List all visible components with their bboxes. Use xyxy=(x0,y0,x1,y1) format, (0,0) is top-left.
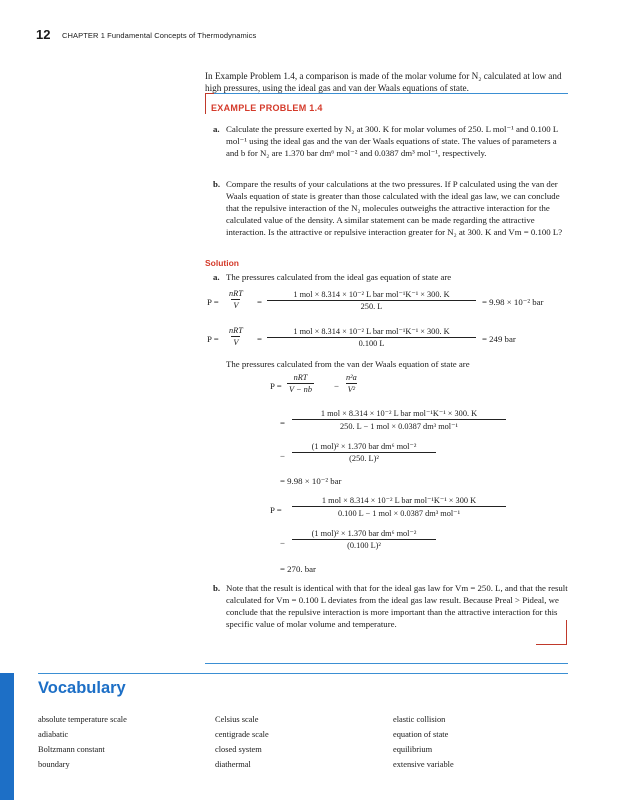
vdw-minus: − xyxy=(334,381,339,391)
vocab-term: elastic collision xyxy=(393,715,446,724)
vdw-lhs: P = xyxy=(270,381,282,391)
vdw-term2 xyxy=(344,373,359,394)
vdw-sub1-term2-den: (250. L)² xyxy=(292,452,436,463)
intro-paragraph: In Example Problem 1.4, a comparison is made of the molar volume for N₂ calculated at low and high pressures, using the ideal gas and van der Waals equations of state. xyxy=(205,71,562,93)
vdw-term1-den: V − nb xyxy=(289,385,312,394)
part-b-text: Compare the results of your calculations at the two pressures. If P calculated using the van der Waals equation of state is greater than those calculated with the ideal gas law, we can conclude that the repulsive interaction of the N₂ molecules outweighs the attractive interaction for the calculated value of the density. A similar statement can be made regarding the attractive interaction. Is the attractive or repulsive interaction greater for N₂ at 300. K and Vm = 0.100 L? xyxy=(226,179,563,237)
vdw-sub1-minus: − xyxy=(280,451,285,461)
eq2-fraction-general xyxy=(227,326,245,347)
solution-b-label: b. xyxy=(213,583,221,593)
solution-a-label: a. xyxy=(213,272,220,282)
vocab-term: Celsius scale xyxy=(215,715,259,724)
eq1-fraction-numeric xyxy=(267,289,476,311)
eq1-lhs: P = xyxy=(207,297,219,307)
vdw-sub1-term1 xyxy=(292,408,506,431)
vdw-result-1: = 9.98 × 10⁻² bar xyxy=(280,476,342,486)
eq1-result: = 9.98 × 10⁻² bar xyxy=(482,297,544,307)
eq1-general-den: V xyxy=(233,301,239,310)
vocabulary-rule xyxy=(38,673,568,674)
vdw2-lhs: P = xyxy=(270,505,282,515)
vdw-sub2-term1 xyxy=(292,495,506,518)
vdw-sub2-term2-num: (1 mol)² × 1.370 bar dm⁶ mol⁻² xyxy=(311,529,417,538)
example-top-rule xyxy=(205,93,568,94)
vdw-equals: = xyxy=(280,418,285,428)
vdw-sub2-term2-den: (0.100 L)² xyxy=(292,539,436,550)
eq2-numeric-den: 0.100 L xyxy=(267,337,476,348)
solution-a-intro: The pressures calculated from the ideal gas equation of state are xyxy=(226,272,452,282)
part-a-text: Calculate the pressure exerted by N₂ at 300. K for molar volumes of 250. L mol⁻¹ and 0.100 L mol⁻¹ using the ideal gas and the van der Waals equations of state. The values of parameters a and b for N₂ are 1.370 bar dm⁶ mol⁻² and 0.0387 dm³ mol⁻¹, respectively. xyxy=(226,124,558,158)
eq2-fraction-numeric xyxy=(267,326,476,348)
eq1-general-num: nRT xyxy=(229,289,243,298)
vocab-term: centigrade scale xyxy=(215,730,269,739)
eq2-general-den: V xyxy=(233,338,239,347)
vocab-term: equilibrium xyxy=(393,745,433,754)
part-b-label: b. xyxy=(213,179,221,189)
vdw-term2-den: V² xyxy=(347,385,356,394)
vocabulary-column-1 xyxy=(38,712,127,772)
eq1-numeric-num: 1 mol × 8.314 × 10⁻² L bar mol⁻¹K⁻¹ × 300. K xyxy=(293,290,450,299)
vdw-sub2-term1-num: 1 mol × 8.314 × 10⁻² L bar mol⁻¹K⁻¹ × 300 K xyxy=(321,496,477,505)
vdw-sub1-term1-num: 1 mol × 8.314 × 10⁻² L bar mol⁻¹K⁻¹ × 300. K xyxy=(320,409,478,418)
solution-b-text: Note that the result is identical with that for the ideal gas law for Vm = 250. L, and that the result calculated for Vm = 0.100 L deviates from the ideal gas law result. Because Preal > Pideal, we conclude that the repulsive interaction is more important than the attractive interaction for this specific value of molar volume and temperature. xyxy=(226,583,568,629)
solution-title: Solution xyxy=(205,258,239,268)
vdw-sub2-term2 xyxy=(292,528,436,550)
vocab-term: extensive variable xyxy=(393,760,454,769)
eq1-numeric-den: 250. L xyxy=(267,300,476,311)
vdw-sub1-term1-den: 250. L − 1 mol × 0.0387 dm³ mol⁻¹ xyxy=(292,419,506,431)
vdw-sub2-term1-den: 0.100 L − 1 mol × 0.0387 dm³ mol⁻¹ xyxy=(292,506,506,518)
vdw-sub1-term2-num: (1 mol)² × 1.370 bar dm⁶ mol⁻² xyxy=(311,442,417,451)
vocab-term: adiabatic xyxy=(38,730,69,739)
chapter-header: CHAPTER 1 Fundamental Concepts of Thermodynamics xyxy=(62,31,257,40)
eq2-general-num: nRT xyxy=(229,326,243,335)
vdw-intro: The pressures calculated from the van der Waals equation of state are xyxy=(226,359,470,369)
vdw-term1 xyxy=(287,373,314,394)
vocabulary-side-bar xyxy=(0,673,14,800)
vocab-term: closed system xyxy=(215,745,262,754)
vdw-term2-num: n²a xyxy=(346,373,357,382)
vocab-term: Boltzmann constant xyxy=(38,745,105,754)
vdw-sub1-term2 xyxy=(292,441,436,463)
example-end-bracket xyxy=(536,620,567,645)
example-title: EXAMPLE PROBLEM 1.4 xyxy=(211,103,323,113)
vocab-term: boundary xyxy=(38,760,70,769)
vdw-sub2-minus: − xyxy=(280,538,285,548)
vdw-result-2: = 270. bar xyxy=(280,564,316,574)
eq1-fraction-general xyxy=(227,289,245,310)
eq2-equals: = xyxy=(257,334,262,344)
example-bottom-rule xyxy=(205,663,568,664)
vdw-term1-num: nRT xyxy=(293,373,308,382)
vocab-term: absolute temperature scale xyxy=(38,715,127,724)
problem-part-a xyxy=(213,123,569,159)
eq2-lhs: P = xyxy=(207,334,219,344)
problem-part-b xyxy=(213,178,569,238)
vocabulary-column-3 xyxy=(393,712,454,772)
vocab-term: equation of state xyxy=(393,730,449,739)
vocab-term: diathermal xyxy=(215,760,251,769)
page-number: 12 xyxy=(36,27,51,42)
eq2-result: = 249 bar xyxy=(482,334,516,344)
solution-part-b xyxy=(213,582,569,630)
vocabulary-title: Vocabulary xyxy=(38,679,126,697)
eq1-equals: = xyxy=(257,297,262,307)
vocabulary-column-2 xyxy=(215,712,269,772)
eq2-numeric-num: 1 mol × 8.314 × 10⁻² L bar mol⁻¹K⁻¹ × 300. K xyxy=(293,327,450,336)
part-a-label: a. xyxy=(213,124,220,134)
